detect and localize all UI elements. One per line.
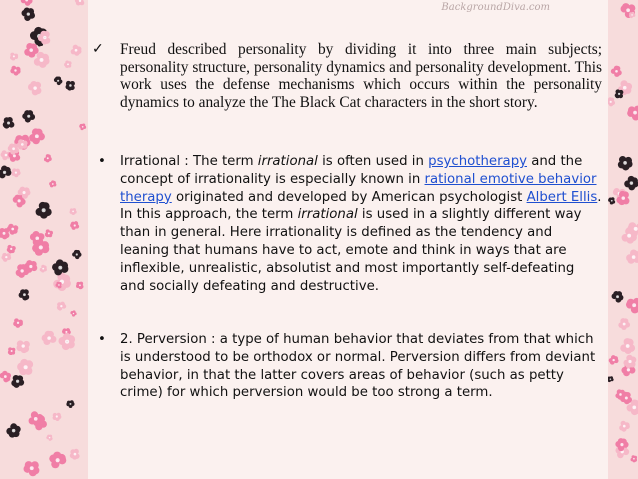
- flower-icon: [22, 8, 35, 21]
- flower-icon: [612, 291, 624, 303]
- flower-icon: [13, 318, 23, 328]
- flower-icon: [40, 265, 47, 273]
- flower-icon: [32, 240, 49, 256]
- bullet-text: Irrational : The term irrational is often used in psychotherapy and the concept of irrationality is especially known in rational emotive behavior therapy originated and developed by American psychologist Albert Ellis. In this approach, the term irrational is used in a slightly different way than in general. Here irrationality is defined as the tendency and leaning that humans have to act, emote and think in ways that are inflexible, unrealistic, absolutist and most importantly self-defeating and socially defeating and destructive.: [120, 154, 602, 294]
- flower-icon: [626, 298, 638, 314]
- bullet-irrational: [92, 153, 602, 295]
- flower-icon: [630, 455, 637, 462]
- flower-icon: [28, 81, 41, 95]
- flower-icon: [7, 245, 16, 254]
- flower-icon: [619, 421, 630, 432]
- flower-icon: [624, 176, 638, 191]
- flower-icon: [79, 124, 86, 131]
- checkmark-icon: ✓: [92, 42, 104, 57]
- flower-icon: [49, 452, 66, 469]
- link-psychotherapy[interactable]: psychotherapy: [428, 154, 527, 169]
- flower-icon: [10, 53, 18, 61]
- flower-icon: [10, 66, 20, 76]
- flower-icon: [53, 413, 62, 421]
- flower-icon: [70, 449, 80, 460]
- flower-icon: [0, 166, 11, 179]
- watermark: BackgroundDiva.com: [441, 2, 550, 13]
- flower-icon: [21, 0, 33, 6]
- flower-icon: [76, 282, 83, 290]
- flower-icon: [11, 168, 20, 177]
- flower-icon: [607, 376, 613, 382]
- flower-icon: [0, 228, 9, 239]
- flower-icon: [17, 359, 33, 375]
- bullet-text: 2. Perversion : a type of human behavior that deviates from that which is understood to be orthodox or normal. Perversion differs from deviant behavior, in that the latter covers areas of behavior (such as petty crime) for which perversion would be too strong a term.: [120, 332, 596, 401]
- bullet-dot-icon: •: [98, 332, 106, 347]
- flower-icon: [0, 371, 11, 383]
- flower-icon: [46, 435, 52, 441]
- flower-icon: [22, 110, 35, 122]
- flower-icon: [6, 423, 20, 437]
- link-rational-emotive-behavior-therapy[interactable]: rational emotive behavior therapy: [120, 171, 597, 205]
- flower-icon: [57, 302, 66, 311]
- flower-icon: [29, 128, 45, 144]
- link-albert-ellis[interactable]: Albert Ellis: [526, 189, 598, 205]
- flower-icon: [626, 249, 638, 263]
- flower-icon: [611, 66, 622, 77]
- flower-icon: [64, 61, 71, 68]
- bullet-dot-icon: •: [98, 154, 106, 169]
- flower-icon: [53, 273, 71, 291]
- flower-icon: [618, 156, 633, 170]
- flower-icon: [66, 400, 74, 408]
- flower-icon: [42, 331, 57, 345]
- flower-icon: [58, 333, 75, 350]
- bullet-text: Freud described personality by dividing it into three main subjects; personality structure, personality dynamics and personality development. This work uses the defense mechanisms which occurs within the personality dynamics to analyze the The Black Cat characters in the short story.: [120, 41, 602, 111]
- flower-icon: [24, 43, 38, 58]
- flower-icon: [52, 259, 68, 275]
- flower-icon: [609, 355, 619, 365]
- flower-icon: [34, 52, 50, 68]
- flower-icon: [72, 250, 81, 259]
- flower-icon: [618, 318, 630, 330]
- flower-icon: [8, 347, 15, 355]
- flower-icon: [70, 208, 77, 215]
- flower-icon: [75, 0, 84, 5]
- flower-icon: [19, 289, 30, 300]
- bullet-freud: [92, 41, 602, 111]
- flower-icon: [3, 117, 15, 129]
- flower-icon: [45, 229, 53, 237]
- flower-icon: [17, 139, 28, 149]
- flower-icon: [70, 310, 76, 316]
- flower-icon: [29, 411, 44, 426]
- flower-icon: [71, 45, 82, 56]
- flower-icon: [66, 81, 75, 91]
- bullet-perversion: [92, 331, 602, 402]
- flower-icon: [608, 197, 615, 204]
- flower-icon: [11, 375, 24, 388]
- flower-icon: [620, 338, 635, 354]
- flower-icon: [7, 224, 18, 235]
- flower-icon: [17, 340, 30, 353]
- flower-icon: [44, 154, 52, 162]
- flower-icon: [627, 106, 638, 121]
- flower-icon: [24, 461, 40, 476]
- flower-icon: [36, 202, 52, 219]
- flower-icon: [615, 89, 624, 98]
- flower-icon: [1, 253, 11, 262]
- flower-icon: [54, 76, 63, 85]
- flower-icon: [70, 221, 79, 230]
- flower-icon: [49, 180, 56, 187]
